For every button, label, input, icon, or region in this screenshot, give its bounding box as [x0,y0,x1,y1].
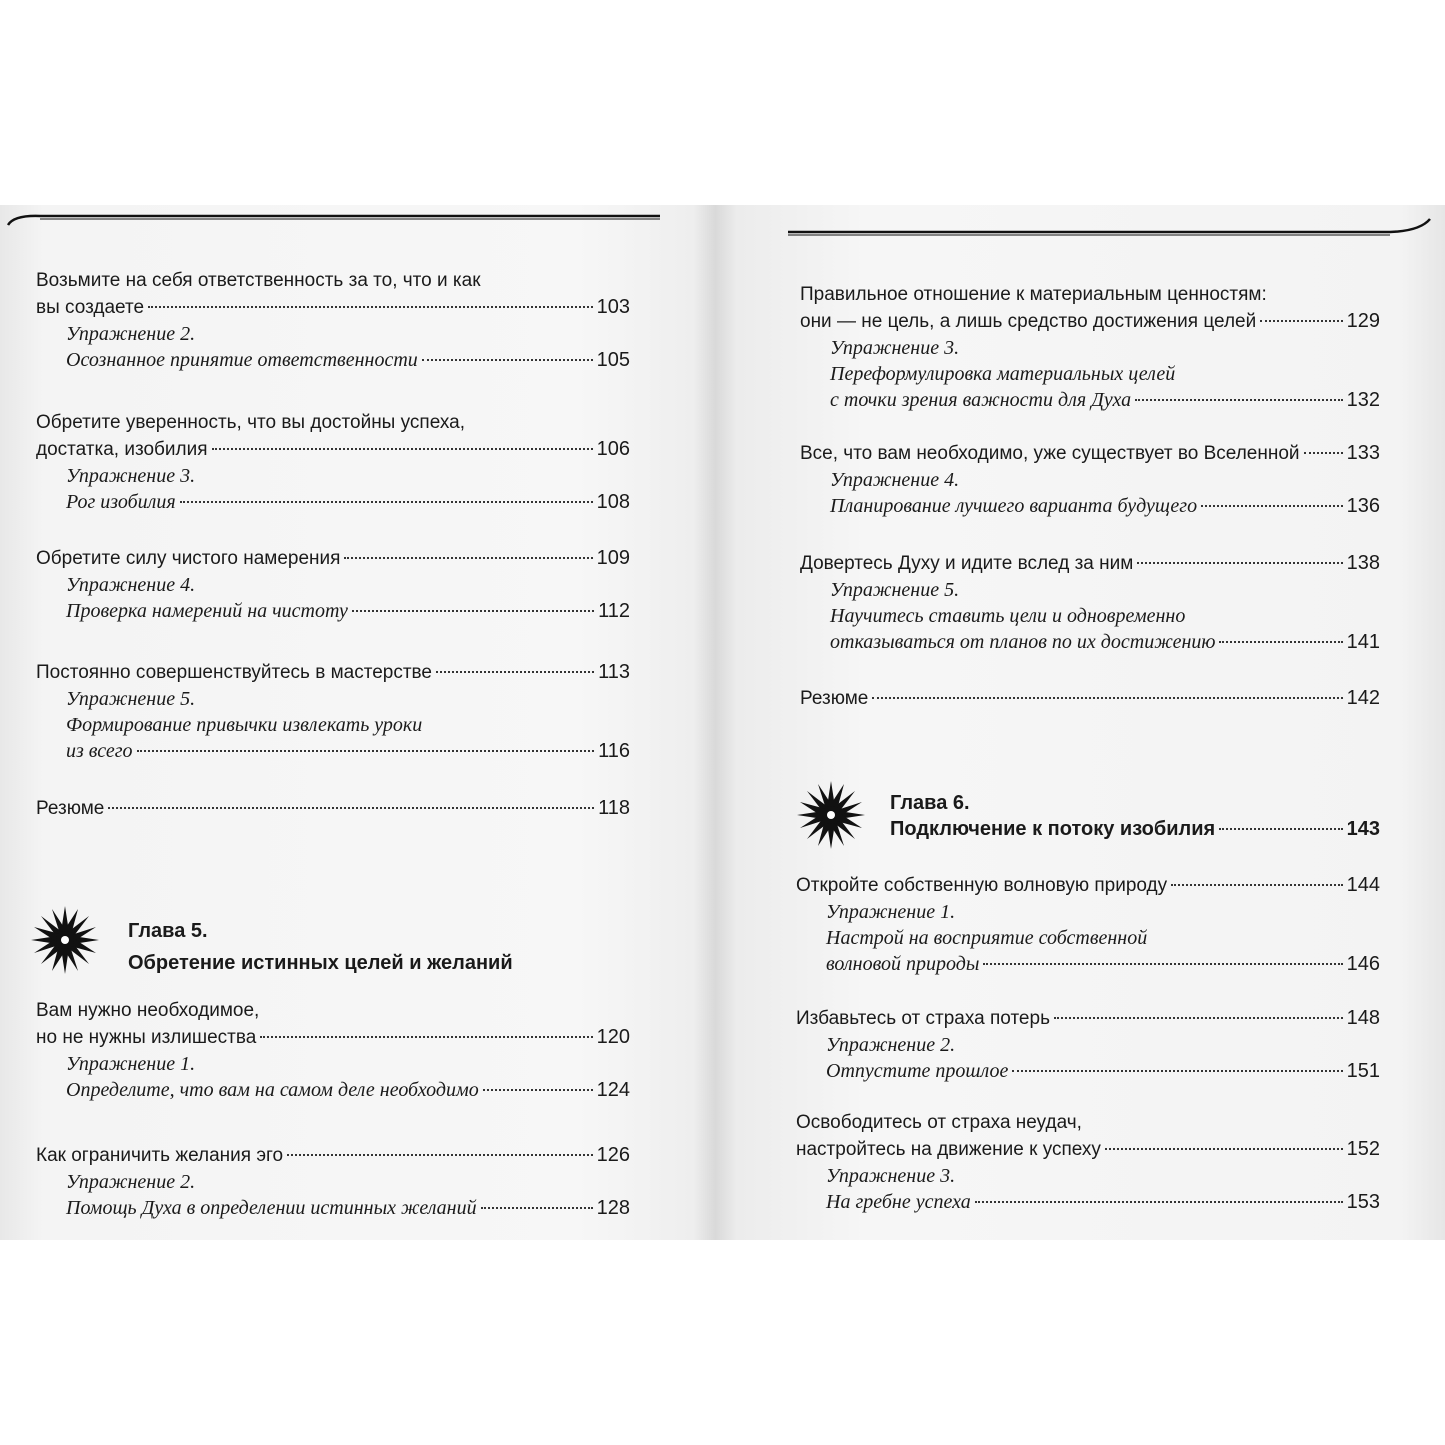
page-number: 112 [598,600,630,622]
exercise-title: Помощь Духа в определении истинных желаний [66,1197,477,1219]
entry-title-line: Резюме [800,688,869,709]
exercise-entry[interactable] [796,1163,1380,1215]
page-number: 105 [596,349,630,371]
exercise-label: Упражнение 5. [830,579,960,601]
page-number: 143 [1346,818,1380,840]
page-number: 136 [1346,495,1380,517]
exercise-entry[interactable] [796,899,1380,977]
entry-title-line: Резюме [36,798,105,819]
entry-title-line: но не нужны излишества [36,1027,257,1048]
dot-leader [1219,828,1342,830]
toc-entry[interactable] [796,1110,1380,1215]
entry-title-line: Постоянно совершенствуйтесь в мастерстве [36,662,432,683]
starburst-ornament-icon [796,780,866,850]
page-number: 138 [1346,552,1380,574]
dot-leader [148,306,593,308]
entry-title-line: Откройте собственную волновую природу [796,875,1168,896]
exercise-title: Планирование лучшего варианта будущего [830,495,1198,517]
exercise-label: Упражнение 5. [66,688,196,710]
page-number: 108 [596,491,630,513]
exercise-entry[interactable] [36,463,630,515]
exercise-label: Упражнение 3. [66,465,196,487]
entry-title-line: достатка, изобилия [36,439,208,460]
dot-leader [481,1207,593,1209]
entry-title-line: Вам нужно необходимое, [36,1000,260,1021]
toc-entry[interactable] [800,685,1380,712]
exercise-title: Осознанное принятие ответственности [66,349,418,371]
toc-entry[interactable] [36,795,630,822]
exercise-label: Упражнение 1. [826,901,956,923]
dot-leader [1201,505,1343,507]
exercise-label: Упражнение 4. [66,574,196,596]
dot-leader [180,501,593,503]
exercise-entry[interactable] [36,321,630,373]
dot-leader [422,359,593,361]
exercise-title: Переформулировка материальных целей [830,363,1176,385]
exercise-entry[interactable] [36,686,630,764]
exercise-title: Отпустите прошлое [826,1060,1009,1082]
entry-title-line: настройтесь на движение к успеху [796,1139,1101,1160]
page-number: 109 [596,547,630,569]
toc-entry[interactable] [796,1005,1380,1084]
chapter-label: Глава 5. [128,920,208,942]
toc-entry[interactable] [36,410,630,515]
page-number: 151 [1346,1060,1380,1082]
exercise-entry[interactable] [36,1169,630,1221]
entry-title-line: вы создаете [36,297,145,318]
toc-entry[interactable] [36,1142,630,1221]
chapter-heading[interactable] [890,790,1380,842]
dot-leader [872,697,1342,699]
page-number: 148 [1346,1007,1380,1029]
exercise-label: Упражнение 2. [66,323,196,345]
page-number: 141 [1346,631,1380,653]
page-number: 153 [1346,1191,1380,1213]
page-number: 118 [598,797,630,819]
dot-leader [212,448,593,450]
entry-title-line: Избавьтесь от страха потерь [796,1008,1050,1029]
dot-leader [1135,399,1343,401]
exercise-entry[interactable] [36,572,630,624]
page-top-rule [730,205,1445,245]
dot-leader [1304,452,1343,454]
page-number: 113 [598,661,630,683]
toc-entry[interactable] [36,268,630,373]
entry-title-line: Как ограничить желания эго [36,1145,284,1166]
exercise-title: из всего [66,740,133,762]
dot-leader [1137,562,1342,564]
exercise-label: Упражнение 1. [66,1053,196,1075]
page-number: 144 [1346,874,1380,896]
exercise-label: Упражнение 2. [66,1171,196,1193]
exercise-title: Определите, что вам на самом деле необходимо [66,1079,479,1101]
dot-leader [108,807,594,809]
entry-title-line: Все, что вам необходимо, уже существует во Вселенной [800,443,1300,464]
dot-leader [983,963,1342,965]
toc-entry[interactable] [800,440,1380,519]
chapter-title: Подключение к потоку изобилия [890,818,1216,840]
page-number: 103 [596,296,630,318]
page-number: 116 [598,740,630,762]
page-top-rule [0,205,715,245]
exercise-title: Проверка намерений на чистоту [66,600,348,622]
page-number: 152 [1346,1138,1380,1160]
page-number: 128 [596,1197,630,1219]
exercise-title: Настрой на восприятие собственной [826,927,1148,949]
page-number: 106 [596,438,630,460]
page-number: 146 [1346,953,1380,975]
exercise-title: отказываться от планов по их достижению [830,631,1216,653]
exercise-label: Упражнение 2. [826,1034,956,1056]
toc-entry[interactable] [36,659,630,764]
page-number: 120 [596,1026,630,1048]
exercise-title: Научитесь ставить цели и одновременно [830,605,1186,627]
dot-leader [1260,320,1342,322]
exercise-label: Упражнение 3. [826,1165,956,1187]
toc-entry[interactable] [36,545,630,624]
dot-leader [1012,1070,1342,1072]
dot-leader [1171,884,1342,886]
entry-title-line: Обретите силу чистого намерения [36,548,341,569]
entry-title-line: Обретите уверенность, что вы достойны успеха, [36,412,465,433]
entry-title-line: Освободитесь от страха неудач, [796,1112,1082,1133]
dot-leader [1219,641,1342,643]
dot-leader [975,1201,1343,1203]
page-number: 129 [1346,310,1380,332]
dot-leader [1054,1017,1343,1019]
exercise-entry[interactable] [800,335,1380,413]
page-number: 132 [1346,389,1380,411]
exercise-entry[interactable] [36,1051,630,1103]
exercise-label: Упражнение 4. [830,469,960,491]
entry-title-line: Правильное отношение к материальным ценностям: [800,284,1267,305]
dot-leader [483,1089,593,1091]
entry-title-line: Довертесь Духу и идите вслед за ним [800,553,1134,574]
dot-leader [344,557,592,559]
page-number: 133 [1346,442,1380,464]
exercise-title: Рог изобилия [66,491,176,513]
exercise-entry[interactable] [796,1032,1380,1084]
dot-leader [352,610,594,612]
exercise-title: На гребне успеха [826,1191,971,1213]
exercise-title: Формирование привычки извлекать уроки [66,714,423,736]
exercise-label: Упражнение 3. [830,337,960,359]
toc-entry[interactable] [36,998,630,1103]
dot-leader [287,1154,593,1156]
entry-title-line: они — не цель, а лишь средство достижения целей [800,311,1257,332]
exercise-title: с точки зрения важности для Духа [830,389,1132,411]
dot-leader [260,1036,592,1038]
toc-entry[interactable] [796,872,1380,977]
exercise-entry[interactable] [800,577,1380,655]
dot-leader [137,750,595,752]
page-number: 124 [596,1079,630,1101]
toc-entry[interactable] [800,282,1380,413]
page-number: 126 [596,1144,630,1166]
toc-entry[interactable] [800,550,1380,655]
exercise-entry[interactable] [800,467,1380,519]
chapter-label: Глава 6. [890,792,970,814]
dot-leader [1105,1148,1343,1150]
exercise-title: волновой природы [826,953,980,975]
entry-title-line: Возьмите на себя ответственность за то, что и как [36,270,481,291]
chapter-heading[interactable] [128,918,513,976]
page-number: 142 [1346,687,1380,709]
chapter-title: Обретение истинных целей и желаний [128,952,513,974]
starburst-ornament-icon [30,905,100,975]
dot-leader [436,671,594,673]
